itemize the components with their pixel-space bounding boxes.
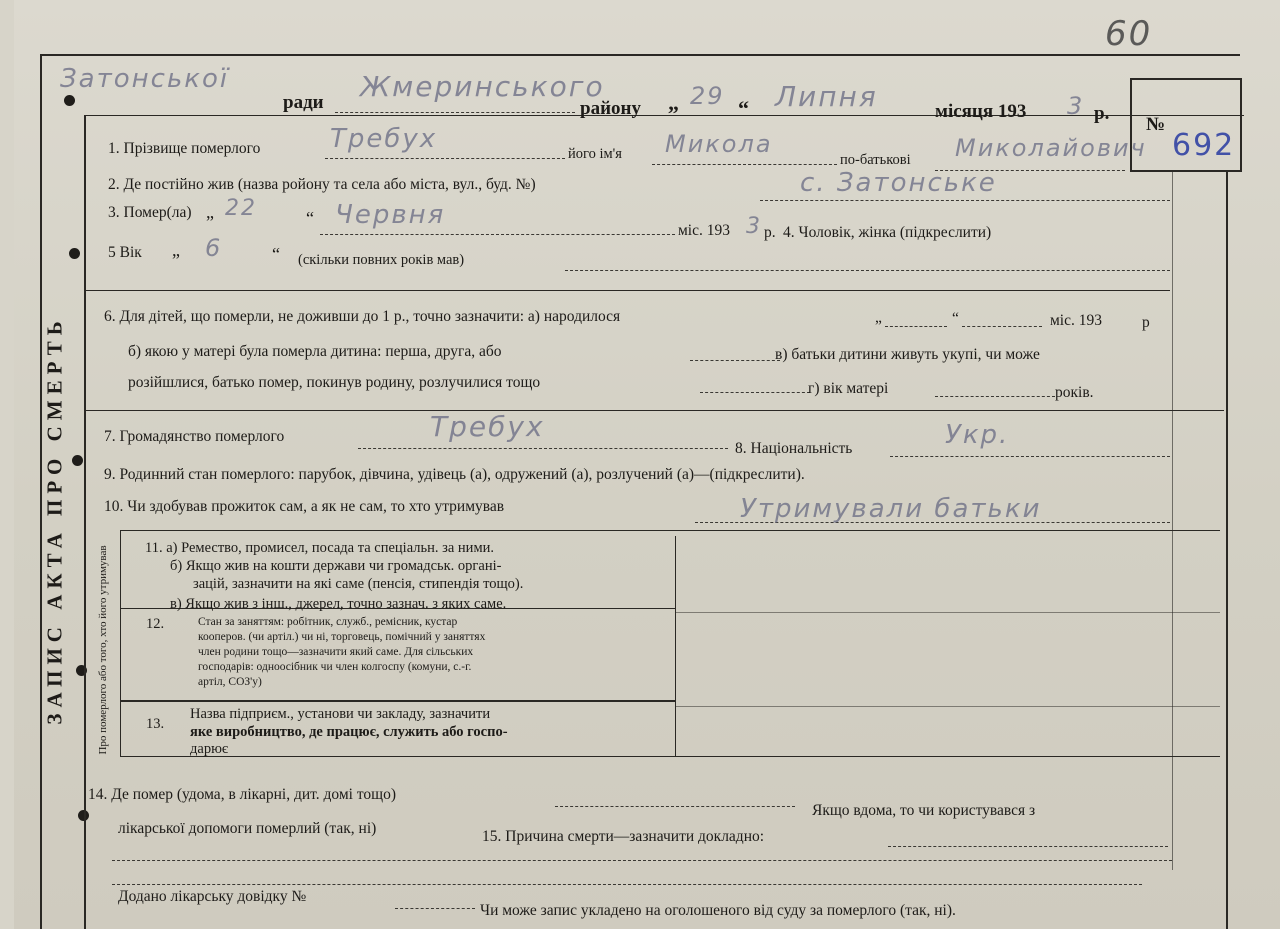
field-12-5: артіл, СОЗ'у) [198,676,262,688]
field-6a: 6. Для дітей, що померли, не доживши до 1 р., точно зазначити: а) народилося [104,308,621,325]
field-5a: 5 Вік [108,244,142,261]
quote-close: “ [738,96,749,121]
number-value: 692 [1172,128,1236,163]
field-6c: розійшлися, батько помер, покинув родину, розлучилися тощо [128,374,541,391]
section-divider [84,410,1224,411]
field-12-4: господарів: одноосібник чи член колгоспу (комуни, с.-г. [198,661,472,673]
rayon-label: району [580,98,641,119]
field-12-1: Стан за заняттям: робітник, служб., ремісник, кустар [198,616,458,628]
field-6g: г) вік матері [808,380,889,397]
side-subtitle: Про померлого або того, хто його утримував [97,545,109,755]
hw-age: 6 [205,234,223,262]
table-bottom [120,756,1220,757]
field-9: 9. Родинний стан померлого: парубок, дівчина, удівець (а), одружений (а), розлучений (а)—(підкреслити). [104,466,805,483]
hw-nationality: Укр. [945,420,1010,450]
field-13-3: дарює [190,741,229,757]
field-3b: міс. 193 [678,222,730,239]
field-16b: Чи може запис укладено на оголошеного від суду за померлого (так, ні). [480,902,956,919]
hw-death-day: 22 [225,196,257,221]
field-11b1: б) Якщо жив на кошти держави чи громадськ. органі- [170,558,502,574]
field-13-num: 13. [146,716,165,732]
binding-hole [72,455,83,466]
hw-rada: Затонської [60,64,230,94]
field-1-name: його ім'я [568,146,622,162]
binding-hole [64,95,75,106]
table-row-line [120,700,676,702]
field-16a: Додано лікарську довідку № [118,888,307,905]
right-margin-line [1172,170,1173,870]
field-11v: в) Якщо жив з інш., джерел, точно зазнач. з яких саме. [170,596,507,612]
frame-top [40,54,1240,56]
answer-line [676,612,1220,613]
hw-death-month: Червня [335,200,446,230]
field-15: 15. Причина смерти—зазначити докладно: [482,828,765,845]
field-11a: 11. а) Ремество, промисел, посада та спеціальн. за ними. [145,540,494,556]
field-12-2: кооперов. (чи артіл.) чи ні, торговець, помічний у заняттях [198,631,486,643]
field-6a-mis: міс. 193 [1050,312,1102,329]
field-6g-end: років. [1055,384,1094,401]
hw-support: Утримували батьки [740,494,1042,524]
hw-surname: Требух [330,124,438,154]
field-12-num: 12. [146,616,165,632]
field-1-surname: 1. Прізвище померлого [108,140,261,157]
field-2: 2. Де постійно жив (назва ройону та села або міста, вул., буд. №) [108,176,536,193]
field-11b2: зацій, зазначити на які саме (пенсія, стипендія тощо). [193,576,524,592]
field-6a-r: р [1142,314,1150,331]
answer-line [676,706,1220,707]
hw-day: 29 [690,82,725,110]
field-10: 10. Чи здобував прожиток сам, а як не сам, то хто утримував [104,498,505,515]
field-1-patr: по-батькові [840,152,911,168]
field-14b: Якщо вдома, то чи користувався з [812,802,1036,819]
field-6v: в) батьки дитини живуть укупі, чи може [775,346,1040,363]
field-4: 4. Чоловік, жінка (підкреслити) [783,224,992,241]
side-title: ЗАПИС АКТА ПРО СМЕРТЬ [42,315,67,725]
field-14: 14. Де помер (удома, в лікарні, дит. домі тощо) [88,786,396,803]
hw-name: Микола [665,130,773,158]
field-12-3: член родини тощо—зазначити який саме. Для сільських [198,646,474,658]
field-7: 7. Громадянство померлого [104,428,285,445]
hw-rayon: Жмеринського [360,70,605,103]
field-3a: 3. Помер(ла) [108,204,192,221]
year-suffix: р. [1094,103,1110,124]
number-label: № [1146,114,1166,135]
field-13-2: яке виробництво, де працює, служить або госпо- [190,724,508,740]
table-top [120,530,1220,531]
hw-month: Липня [775,80,878,113]
hw-citizenship: Требух [430,410,545,443]
table-left [120,530,121,756]
inner-left-line [84,115,86,929]
hw-patronymic: Миколайович [955,134,1147,162]
field-5b: (скільки повних років мав) [298,252,465,268]
hw-residence: с. Затонське [800,168,997,198]
section-divider [84,290,1170,291]
field-6b: б) якою у матері була померла дитина: перша, друга, або [128,343,502,360]
field-8: 8. Національність [735,440,853,457]
table-mid [675,536,676,756]
field-13-1: Назва підприєм., установи чи закладу, зазначити [190,706,491,722]
quote-open: „ [668,90,679,115]
month-label: місяця 193 [935,101,1027,122]
frame-right [1226,170,1228,929]
field-3c: р. [764,224,776,241]
page-number: 60 [1105,14,1153,54]
field-14c: лікарської допомоги померлий (так, ні) [118,820,377,837]
rada-label: ради [283,92,324,113]
